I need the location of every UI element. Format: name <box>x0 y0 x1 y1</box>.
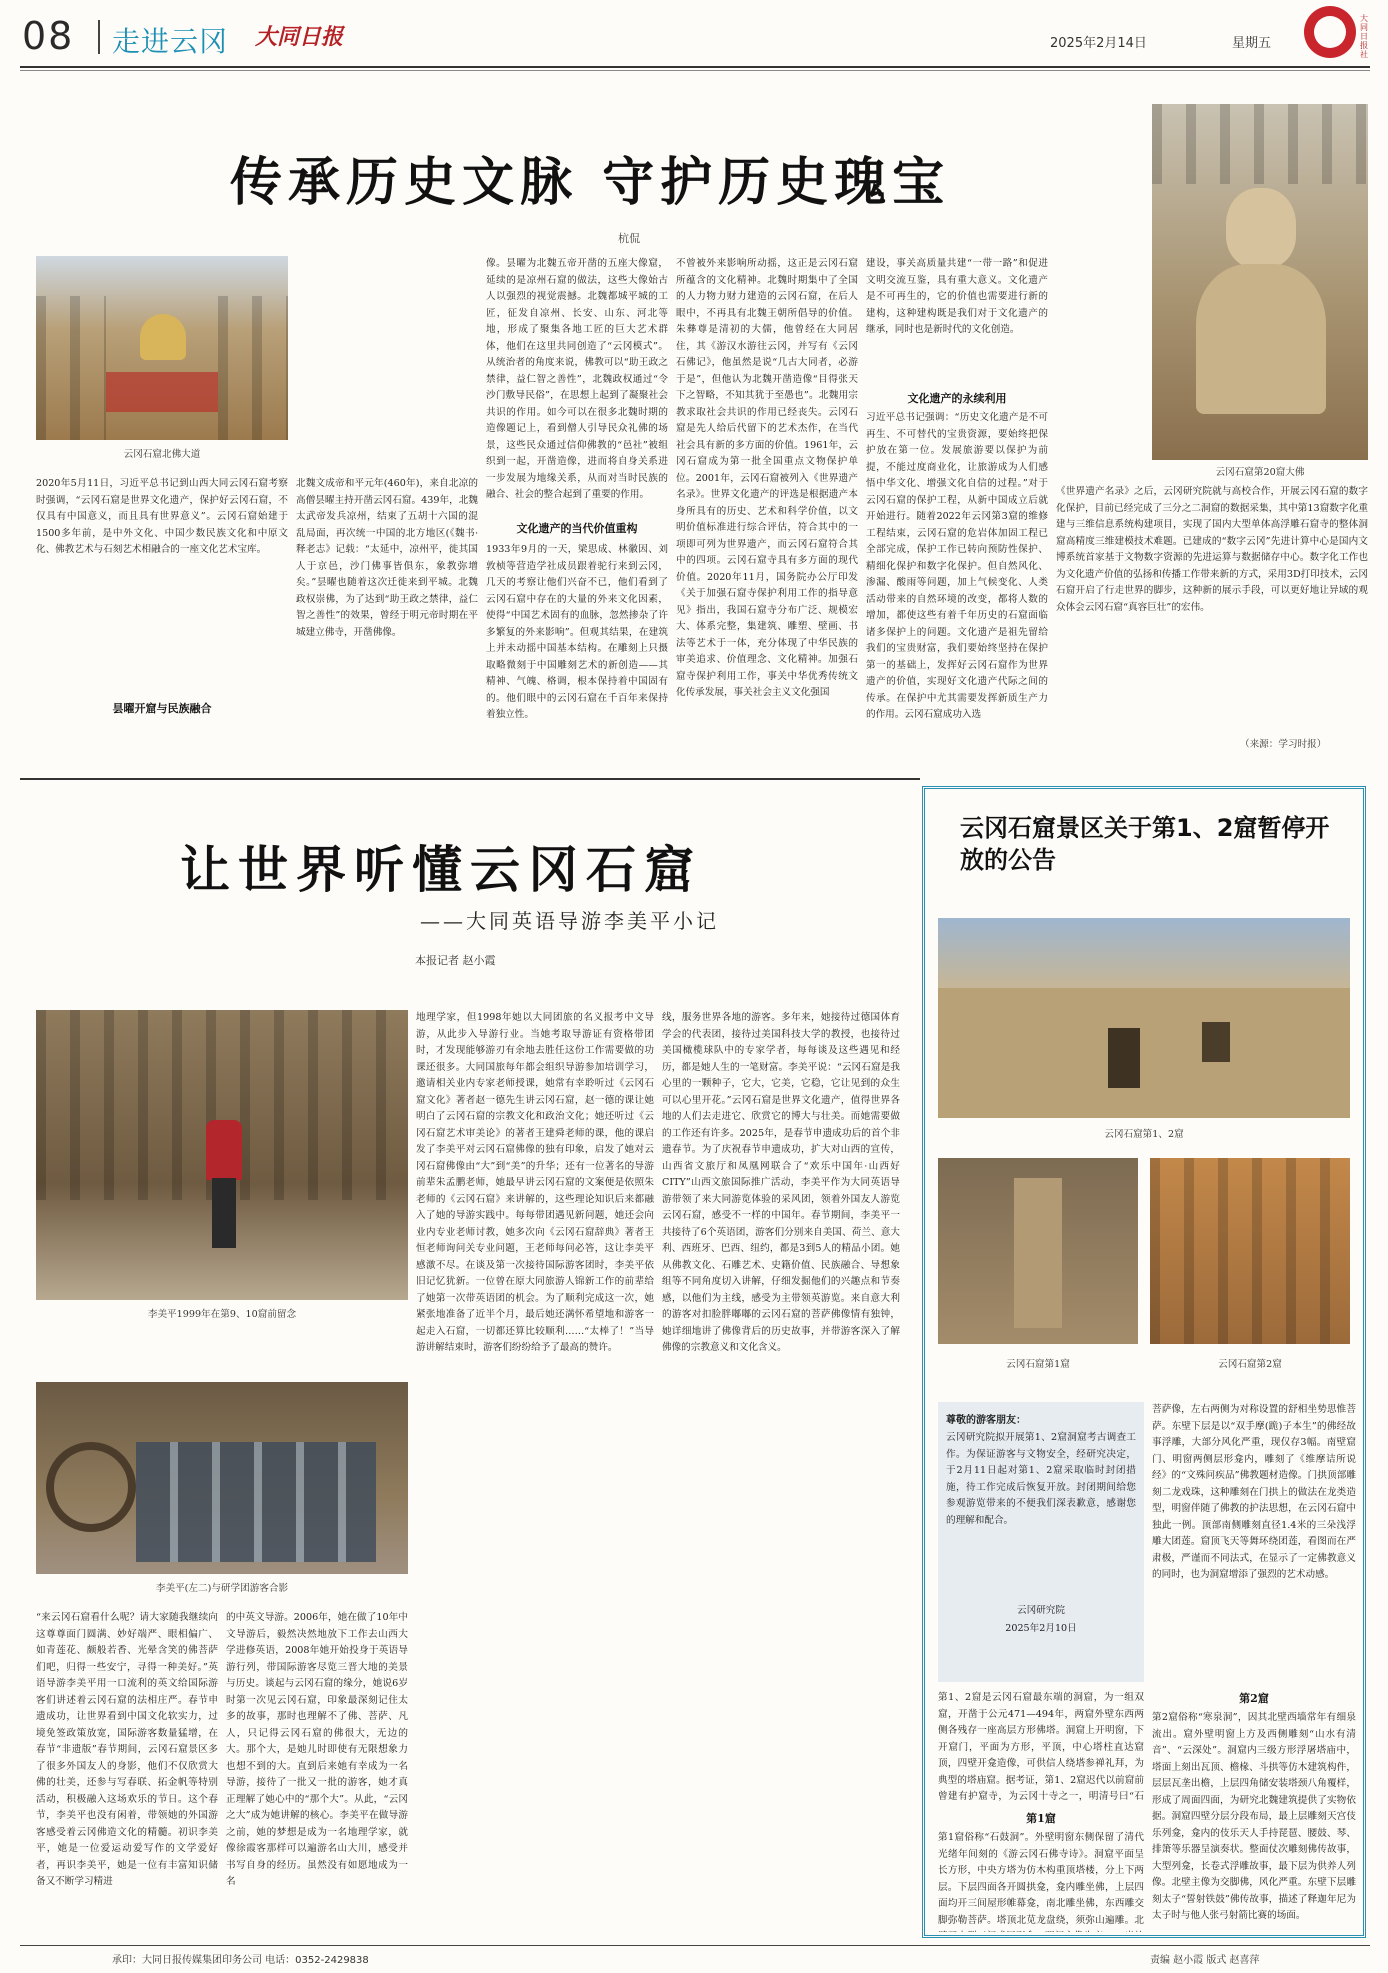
notice-photo3-caption: 云冈石窟第2窟 <box>1218 1359 1282 1370</box>
article1-col1: 2020年5月11日，习近平总书记到山西大同云冈石窟考察时强调，“云冈石窟是世界文化遗产，保护好云冈石窟，不仅具有中国意义，而且具有世界意义”。云冈石窟始建于1500多年前，是中外文化、中国少数民族文化和中原文化、佛教艺术与石刻艺术相融合的一座文化艺术宝库。 <box>36 478 288 555</box>
section-title: 走进云冈 <box>112 25 229 58</box>
footer-editor: 责编 赵小霞 版式 赵喜萍 <box>1150 1955 1260 1966</box>
notice-announcement-box <box>938 1402 1144 1682</box>
photo-north-buddha-avenue <box>36 256 288 440</box>
photo-cliff-face <box>938 988 1350 1118</box>
photo-wheel <box>46 1442 136 1532</box>
photo-buddha-head <box>1226 188 1296 268</box>
article2-title: 让世界听懂云冈石窟 <box>180 840 702 899</box>
article2-col1: “来云冈石窟看什么呢？请大家随我继续向这尊尊面门圆满、妙好端严、眼相偏广、如青莲花、颇般若香、光晕含笑的佛菩萨们吧，归得一些安宁，寻得一种美好。”英语导游李美平用一口流利的英文给国际游客们讲述着云冈石窟的法相庄严。春节申遗成功，让世界看到中国文化软实力，过境免签政策放宽，国际游客数量猛增，在春节“非遗版”春节期间，云冈石窟景区多了很多外国友人的身影，他们不仅欣赏大佛的壮美，还参与写春联、拓金帆等特别活动，积极融入这场欢乐的节日。这个春节，李美平也没有闲着，带领她的外国游客感受着云冈佛造文化的精髓。初识李美平，她是一位爱运动爱写作的文学爱好者，再识李美平，她是一位有丰富知识储备又不断学习精进 <box>36 1612 218 1887</box>
newspaper-logo: 大同日报 <box>255 24 344 50</box>
photo1-caption: 云冈石窟北佛大道 <box>123 449 201 460</box>
article1-title: 传承历史文脉 守护历史瑰宝 <box>230 152 951 213</box>
photo-buddha-body <box>1196 264 1326 414</box>
section-divider <box>20 778 920 780</box>
notice-col-left-b: 第1窟俗称“石鼓洞”。外壁明窗东侧保留了清代光绪年间刻的《游云冈石佛寺诗》。洞窟平面呈长方形，中央方塔为仿木构重顶塔楼，分上下两层。下层四面各开圆拱龛，龛内雕坐佛，上层四面均开三间屋形帷幕龛，南北雕坐佛，东西雕交脚弥勒菩萨。塔顶北苋龙盘绕，须弥山遍雕。北 <box>938 1832 1144 1926</box>
footer-publisher: 承印：大同日报传媒集团印务公司 电话：0352-2429838 <box>112 1955 369 1966</box>
article2-col2: 的中英文导游。2006年，她在做了10年中文导游后，毅然决然地放下工作去山西大学进修英语，2008年她开始投身于英语导游行列，带国际游客尽览三晋大地的美景与历史。谈起与云冈石窟的缘分，她说6岁时第一次见云冈石窟，印象最深刻记住太多的故事，那时也理解不了佛、菩萨、凡人，只记得云冈石窟的佛很大，无边的大。那个大，是她儿时即使有无限想象力也想不到的大。直到后来她有幸成为一名导游，接待了一批又一批的游客，她才真正理解了她心中的“那个大”。从此，“云冈之大”成为她讲解的核心。李美平在做导游之前，她的梦想是成为一名地理学家，就像徐霞客那样可以遍游名山大川，感受并书写自身的经历。虽然没有如愿地成为一名 <box>226 1612 408 1887</box>
photo-cave-window <box>1202 1022 1230 1062</box>
photo-statues-left <box>36 296 106 440</box>
article1-col5b: 习近平总书记强调：“历史文化遗产是不可再生、不可替代的宝贵资源，要始终把保护放在第一位。发展旅游要以保护为前提，不能过度商业化，让旅游成为人们感悟中华文化、增强文化自信的过程。”对于云冈石窟的保护工程，从新中国成立后就开始进行。随着2022年云冈第3窟的维修工程结束，云冈石窟的危岩体加固工程已全部完成，保护工作已转向预防性保护、精细化保护和数字化保护。但自然风化、渗漏、酸雨等问题，加上气候变化、人类活动带来的自然环境的改变，都将人数的增加，都使这些有着千年历史的石窟面临诸多保护上的问题。文化遗产是祖先留给我们的宝贵财富，我们要始终坚持在保护第一的基础上，发挥好云冈石窟作为世界遗产的价值，实现好文化遗产代际之间的传承。在保护中尤其需要发挥新质生产力的作用。云冈石窟成功入选 <box>866 412 1048 720</box>
article1-byline: 杭侃 <box>618 232 640 245</box>
page-number: 08 <box>22 14 75 58</box>
photo-li-meiping-1999 <box>36 1010 408 1300</box>
article1-subhead2: 文化遗产的当代价值重构 <box>516 522 638 535</box>
article1-col3: 像。昙曜为北魏五帝开凿的五座大像窟，延续的是凉州石窟的做法，这些大像始古人以强烈的视觉震撼。北魏都城平城的工匠，征发自凉州、长安、山东、河北等地，形成了聚集各地工匠的巨大艺术群体，他们在这里共同创造了“云冈模式”。从统治者的角度来说，佛教可以“助王政之禁律，益仁智之善性”，北魏政权通过“令沙门敷导民俗”，在思想上起到了凝聚社会共识的作用。如今可以在很多北魏时期的造像题记上，看到僧人引导民众礼佛的场景，这些民众通过信仰佛教的“邑社”被组织到一起，开凿造像，进而将自身关系进一步发展为地缘关系，从而对当时民族的融合、社会的整合起到了重要的作用。 <box>486 258 668 500</box>
photo-person-red <box>206 1120 242 1180</box>
photo-caves-1-2 <box>938 918 1350 1118</box>
photo-cave-door <box>1108 1028 1140 1088</box>
notice-date: 2025年2月10日 <box>1005 1623 1077 1634</box>
notice-title: 云冈石窟景区关于第1、2窟暂停开放的公告 <box>960 814 1330 874</box>
notice-body: 云冈研究院拟开展第1、2窟洞窟考古调查工作。为保证游客与文物安全，经研究决定，于2月11日起对第1、2窟采取临时封闭措施，待工作完成后恢复开放。封闭期间给您参观游览带来的不便我们深表歉意，感谢您的理解和配合。 <box>946 1432 1136 1526</box>
article2-byline: 本报记者 赵小霞 <box>415 954 496 967</box>
article1-col4: 不曾被外来影响所动摇，这正是云冈石窟所蕴含的文化精神。北魏时期集中了全国的人力物力财力建造的云冈石窟，在后人眼中，不再具有北魏王朝所倡导的价值。朱彝尊是清初的大儒，他曾经在大同居住，其《游汉水游往云冈，并写有《云冈石佛记》，他虽然是说“几古大同者，必游于是”，但他认为北魏开凿造像“目得张天下之智略，不知其犹于至愚也”。北魏用宗教求取社会共识的作用已经丧失。云冈石窟是先人给后代留下的艺术杰作，在当代社会具有新的多方面的价值。1961年，云冈石窟成为第一批全国重点文物保护单位。2001年，云冈石窟被列入《世界遗产名录》。世界文化遗产的评选是根据遗产本身所具有的历史、艺术和科学价值，以文明价值标准进行综合评估，符合其中的一项即可列为世界遗产，而云冈石窟符合其中的四项。云冈石窟寺具有多方面的现代价值。2020年11月，国务院办公厅印发《关于加强石窟寺保护利用工作的指导意见》指出，我国石窟寺分布广泛、规模宏大、体系完整，集建筑、雕塑、壁画、书法等艺术于一体，充分体现了中华民族的审美追求、价值理念、文化精神。加强石窟寺保护利用工作，事关中华优秀传统文化传承发展，事关社会主义文化强国 <box>676 258 858 698</box>
article1-col6: 《世界遗产名录》之后，云冈研究院就与高校合作，开展云冈石窟的数字化保护，目前已经完成了三分之二洞窟的数据采集，其中第13窟数字化重建与三维信息系统构建项目，实现了国内大型单体高浮雕石窟寺的整体洞窟高精度三维建模技术难题。已建成的“数字云冈”先进计算中心是国内文博系统首家基于文物数字资源的先进运算与数据储存中心。数字化工作也为文化遗产价值的弘扬和传播工作带来新的方式，采用3D打印技术，云冈石窟开启了行走世界的脚步，这种新的展示手段，可以更好地让异域的观众体会云冈石窟“真容巨壮”的宏伟。 <box>1056 486 1368 613</box>
notice-subhead-cave1: 第1窟 <box>1026 1812 1056 1825</box>
issue-weekday: 星期五 <box>1232 36 1272 51</box>
photo-wall-niches <box>1150 1158 1350 1344</box>
photo-crowd <box>106 372 218 412</box>
photo-temple <box>140 314 186 360</box>
photo-cave-1 <box>938 1158 1138 1344</box>
photo-study-group <box>36 1382 408 1574</box>
notice-photo1-caption: 云冈石窟第1、2窟 <box>1104 1129 1184 1140</box>
header-rule-thin <box>20 70 1370 71</box>
footer-rule <box>20 1945 1370 1946</box>
photo-group-people <box>136 1442 376 1562</box>
article2-photo1-caption: 李美平1999年在第9、10窟前留念 <box>147 1309 297 1320</box>
notice-col-right-b: 第2窟俗称“寒泉洞”，因其北壁西墙常年有细泉流出。窟外壁明窗上方及西侧雕刻“山水有清音”、“云深处”。洞窟内三级方形浮屠塔庙中，塔面上刻出瓦顶、檐椽、斗拱等仿木建筑构件，层层瓦垄出檐，上层四角储安装塔颈八角覆样，形成了周面四面，为研究北魏建筑提供了实物依据。洞窟四壁分层分段布局，最上层雕刻天宫伎乐列龛，龛内的伎乐天人手持琵琶、腰鼓、琴、排箫等乐器呈演奏状。整面仗次雕刻佛传故事，大型列龛，长卷式浮雕故事，最下层为供养人列像。北壁主像为交脚佛，风化严重。东壁下层雕刻太子“誓射铁鼓”佛传故事，描述了释迦年尼为太子时与他人张弓射箭比赛的场面。 <box>1152 1712 1356 1921</box>
issue-date: 2025年2月14日 <box>1050 36 1147 51</box>
header-divider <box>98 20 100 54</box>
photo-cave20-buddha <box>1152 104 1368 460</box>
article2-photo2-caption: 李美平(左二)与研学团游客合影 <box>155 1583 289 1594</box>
notice-greeting: 尊敬的游客朋友： <box>946 1415 1026 1426</box>
article1-subhead1: 昙曜开窟与民族融合 <box>112 702 212 715</box>
header-rule <box>20 66 1370 68</box>
photo-cave-2 <box>1150 1158 1350 1344</box>
notice-subhead-cave2: 第2窟 <box>1239 1692 1269 1705</box>
article1-source: （来源：学习时报） <box>1240 739 1327 750</box>
article1-col5: 建设，事关高质量共建“一带一路”和促进文明交流互鉴，具有重大意义。文化遗产是不可再生的，它的价值也需要进行新的建构，这种建构既是我们对于文化遗产的继承，同时也是新时代的文化创造。 <box>866 258 1048 335</box>
notice-signer: 云冈研究院 <box>1017 1605 1065 1616</box>
notice-col-right: 菩萨像，左右两侧为对称设置的舒相坐势思惟菩萨。东壁下层是以“双手摩(跪)子本生”的佛经故事浮雕，大部分风化严重，现仅存3幅。南壁窟门、明窗两侧层形龛内，雕刻了《维摩诘所说经》的“文殊问疾品”佛教题材造像。门拱顶部雕刻二龙戏珠，这种雕刻在门拱上的做法在龙类造型，明窗伴随了佛教的护法思想，在云冈石窟中独此一例。顶部南侧雕刻直径1.4米的三朵浅浮雕大团莲。窟顶飞天等舞环绕团莲，看图而在严肃极，严谨而不同法式，在显示了一定佛教意义的同时，也为洞窟增添了强烈的艺术动感。 <box>1152 1404 1356 1580</box>
article2-subtitle: ——大同英语导游李美平小记 <box>420 909 719 933</box>
photo2-caption: 云冈石窟第20窟大佛 <box>1215 467 1305 478</box>
article1-col3b: 1933年9月的一天，梁思成、林徽因、刘敦桢等营造学社成员跟着驼行来到云冈，几天的考察让他们兴奋不已，他们看到了云冈石窟中存在的大量的外来文化因素，使得“中国艺术固有的血脉，忽然掺杂了许多繁复的外来影响”。但观其结果，在建筑上并未动摇中国基本结构。在雕刻上只摄取略微刻于中国雕刻艺术的新创造——其精神、气魄、格调，根本保持着中国固有的。他们眼中的云冈石窟在千百年来保持着独立性。 <box>486 544 668 720</box>
photo-cliff-niches <box>1152 104 1368 184</box>
article2-col4: 线，服务世界各地的游客。多年来，她接待过德国体育学会的代表团，接待过美国科技大学的教授，也接待过美国橄榄球队中的专家学者，每每谈及这些遇见和经历，都是她人生的一笔财富。李美平说：“云冈石窟是我心里的一颗种子，它大，它美，它稳，它让见到的众生可以心里开花。”云冈石窟是世界文化遗产，值得世界各地的人们去走进它、欣赏它的博大与壮美。而她需要做的工作还有许多。2025年，是春节申遗成功后的首个非遗春节。为了庆祝春节申遗成功，扩大对山西的宣传，山西省文旅厅和凤凰网联合了“欢乐中国年·山西好CITY”山西文旅国际推广活动，李美平作为大同英语导游带领了来大同游览体验的采风团，领着外国友人游览云冈石窟，感受不一样的中国年。春节期间，李美平一共接待了6个英语团，游客们分别来自美国、荷兰、意大利、西班牙、巴西、纽约，都是3到5人的精品小团。她从佛教文化、石雕艺术、史籍价值、民族融合、导想象组等不同角度切入讲解，仔细发掘他们的兴趣点和节奏感，以他们为主线，感受为主带领英游览。来自意大利的游客对扣脸胖嘟嘟的云冈石窟的菩萨佛像情有独钟，她详细地讲了佛像背后的历史故事，并带游客深入了解佛像的宗教意义和文化含义。 <box>662 1012 900 1353</box>
notice-col-left: 第1、2窟是云冈石窟最东端的洞窟，为一组双窟，开凿于公元471—494年，两窟外壁东西两侧各残存一座高层方形佛塔。洞窟上开明窗，下开窟门，平面为方形，平顶，中心塔柱直达窟顶，四壁开龛造像，可供信人绕塔参禅礼拜，为典型的塔庙窟。据考证，第1、2窟迟代以前窟前曾建有护窟寺，为云冈十寺之一，明清号曰“石 <box>938 1692 1144 1802</box>
article2-col3: 地理学家，但1998年她以大同团旅的名义报考中文导游，从此步入导游行业。当她考取导游证有资格带团时，才发现能够游刃有余地去胜任这份工作需要做的功课还很多。大同国旅每年都会组织导游参加培训学习，邀请相关业内专家老师授课，她常有幸聆听过《云冈石窟文化》著者赵一德先生讲云冈石窟，赵一德的课让她明白了云冈石窟的宗教文化和政治文化；她还听过《云冈石窟艺术审美论》的著者王建舜老师的课，他的课启发了李美平对云冈石窟佛像的独有印象，启发了她对云冈石窟佛像由“大”到“美”的升华；还有一位著名的导游前辈朱孟鹏老师，她最早讲云冈石窟的文案便是依照朱老师的《云冈石窟》来讲解的，这些理论知识后来都融入了她的导游实践中。每每带团遇见新问题，她还会向业内专业老师讨教，她多次向《云冈石窟辞典》著者王恒老师询问关专业问题，王老师每问必答，这让李美平感激不尽。在谈及第一次接待国际游客团时，李美平依旧记忆犹新。一位曾在原大同旅游人锦新工作的前辈给了她第一次带英语团的机会。为了顺利完成这一次，她紧张地准备了近半个月，最后她还满怀希望地和游客一起走入石窟，一切都还算比较顺利……“太棒了！”当导游讲解结束时，游客们纷纷给予了最高的赞许。 <box>416 1012 654 1353</box>
article1-col2: 北魏文成帝和平元年(460年)，来自北凉的高僧昙曜主持开凿云冈石窟。439年，北魏太武帝发兵凉州，结束了五胡十六国的混乱局面，再次统一中国的北方地区(《魏书·释老志》记载：“太延中，凉州平，徙其国人于京邑，沙门佛事皆俱东，象教弥增矣。”昙曜也随着这次迁徙来到平城。北魏政权崇佛，为了达到“助王政之禁律，益仁智之善性”的效果，曾经于明元帝时期在平城建立佛寺，开凿佛像。 <box>296 478 478 638</box>
photo-statues-right <box>218 296 288 440</box>
logo-center <box>1314 16 1346 48</box>
photo-person-legs <box>212 1178 236 1248</box>
article1-subhead3: 文化遗产的永续利用 <box>907 392 1007 405</box>
photo-central-pagoda <box>1014 1178 1062 1328</box>
notice-photo2-caption: 云冈石窟第1窟 <box>1006 1359 1070 1370</box>
logo-text: 大同日报社 <box>1360 14 1368 59</box>
